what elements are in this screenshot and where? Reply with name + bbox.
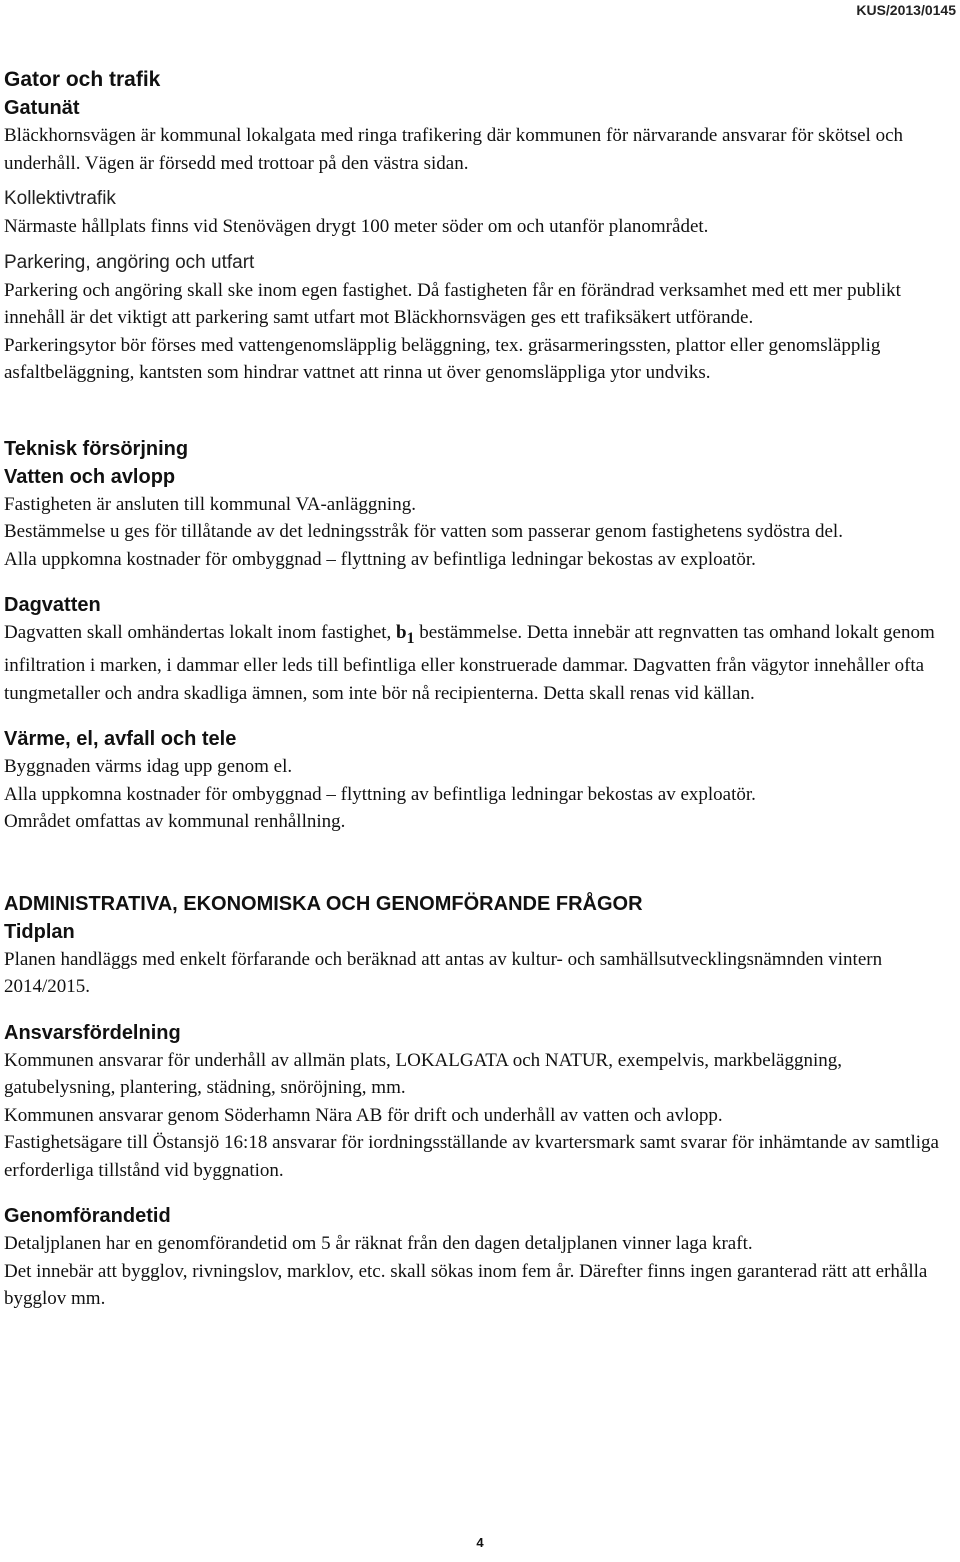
paragraph-ansvar-3: Fastighetsägare till Östansjö 16:18 ansvarar för iordningsställande av kvartersmark samt svarar för inhämtande av samtliga erforderliga tillstånd vid byggnation.: [4, 1132, 939, 1181]
paragraph-parkering-1: Parkering och angöring skall ske inom egen fastighet. Då fastigheten får en förändrad verksamhet med ett mer publikt innehåll är det viktigt att parkering samt utfart mot Bläckhornsvägen ges ett trafiksäkert utförande.: [4, 279, 901, 328]
document-reference: KUS/2013/0145: [856, 2, 956, 18]
section-title-teknisk: Teknisk försörjning: [4, 437, 189, 460]
paragraph-genomforande-2: Det innebär att bygglov, rivningslov, marklov, etc. skall sökas inom fem år. Därefter finns ingen garanterad rätt att erhålla bygglov mm.: [4, 1260, 928, 1310]
section-title-admin: ADMINISTRATIVA, EKONOMISKA OCH GENOMFÖRANDE FRÅGOR: [4, 892, 643, 915]
dagvatten-text-pre: Dagvatten skall omhändertas lokalt inom fastighet,: [4, 622, 397, 643]
heading-kollektivtrafik: Kollektivtrafik: [4, 188, 116, 209]
paragraph-vatten-3: Alla uppkomna kostnader för ombyggnad – flyttning av befintliga ledningar bekostas av exploatör.: [4, 548, 756, 570]
paragraph-vatten-2: Bestämmelse u ges för tillåtande av det ledningsstråk för vatten som passerar genom fastighetens sydöstra del.: [4, 521, 843, 542]
heading-parkering: Parkering, angöring och utfart: [4, 251, 255, 273]
heading-genomforandetid: Genomförandetid: [4, 1205, 171, 1228]
paragraph-gatunat: Bläckhornsvägen är kommunal lokalgata med ringa trafikering där kommunen för närvarande ansvarar för skötsel och underhåll. Vägen är försedd med trottoar på den västra sidan.: [4, 125, 904, 174]
dagvatten-text-post: bestämmelse. Detta innebär att regnvatten tas omhand lokalt genom infiltration i marken, i dammar eller leds till befintliga eller konstruerade dammar. Dagvatten från vägytor innehåller ofta tungmetaller och andra skadliga ämnen, som inte bör nå recipienterna. Detta skall renas vid källan.: [4, 622, 935, 704]
paragraph-ansvar-2: Kommunen ansvarar genom Söderhamn Nära AB för drift och underhåll av vatten och avlopp.: [4, 1104, 723, 1126]
heading-tidplan: Tidplan: [4, 920, 75, 943]
heading-dagvatten: Dagvatten: [4, 594, 101, 616]
heading-ansvarsfordelning: Ansvarsfördelning: [4, 1021, 181, 1044]
paragraph-tidplan: Planen handläggs med enkelt förfarande och beräknad att antas av kultur- och samhällsutvecklingsnämnden vintern 2014/2015.: [4, 948, 883, 998]
page-number: 4: [476, 1535, 484, 1550]
paragraph-varme-2: Alla uppkomna kostnader för ombyggnad – flyttning av befintliga ledningar bekostas av exploatör.: [4, 783, 756, 805]
paragraph-vatten-1: Fastigheten är ansluten till kommunal VA-anläggning.: [4, 493, 416, 515]
heading-varme-el: Värme, el, avfall och tele: [4, 728, 237, 751]
plan-symbol-b1: $b_1$: [396, 622, 415, 647]
paragraph-parkering-2: Parkeringsytor bör förses med vattengenomsläpplig beläggning, tex. gräsarmeringssten, plattor eller genomsläpplig asfaltbeläggning, kantsten som hindrar vattnet att rinna ut över genomsläppliga ytor undviks.: [4, 334, 881, 383]
section-title-gator: Gator och trafik: [4, 68, 161, 91]
heading-vatten-avlopp: Vatten och avlopp: [4, 465, 176, 488]
document-body: [4, 66, 952, 1313]
heading-gatunat: Gatunät: [4, 97, 80, 119]
paragraph-varme-1: Byggnaden värms idag upp genom el.: [4, 756, 293, 778]
paragraph-ansvar-1: Kommunen ansvarar för underhåll av allmän plats, LOKALGATA och NATUR, exempelvis, markbeläggning, gatubelysning, plantering, städning, snöröjning, mm.: [4, 1049, 842, 1099]
paragraph-genomforande-1: Detaljplanen har en genomförandetid om 5 år räknat från den dagen detaljplanen vinner laga kraft.: [4, 1233, 753, 1255]
paragraph-dagvatten: [4, 619, 952, 707]
paragraph-kollektivtrafik: Närmaste hållplats finns vid Stenövägen drygt 100 meter söder om och utanför planområdet.: [4, 216, 709, 237]
paragraph-varme-3: Området omfattas av kommunal renhållning.: [4, 811, 346, 833]
